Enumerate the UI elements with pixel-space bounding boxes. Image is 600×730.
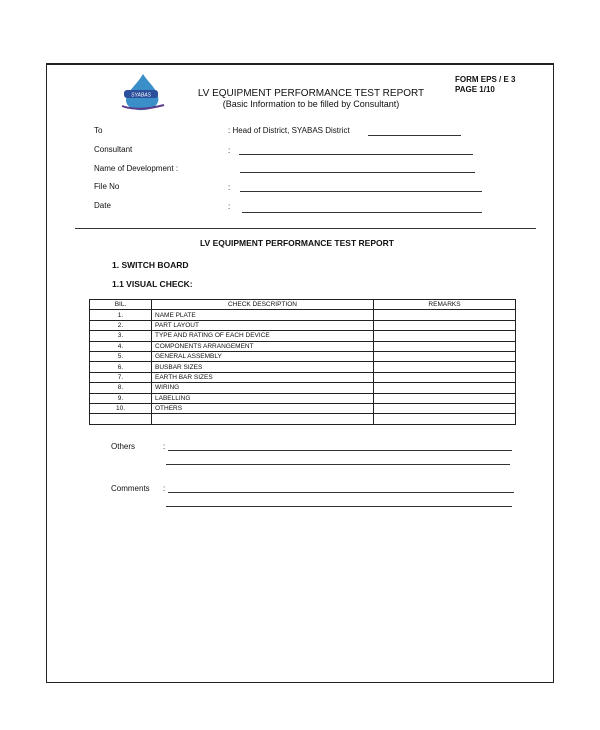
row-number: 4. [90,341,152,351]
table-row [90,331,516,341]
col-remarks: REMARKS [374,300,516,310]
others-field-line2[interactable] [166,464,510,465]
remarks-cell[interactable] [374,393,516,403]
others-label: Others [111,442,136,451]
table-row [90,403,516,413]
table-row [90,362,516,372]
comments-field-line1[interactable] [168,492,514,493]
table-row [90,383,516,393]
check-description: WIRING [152,383,374,393]
check-description: BUSBAR SIZES [152,362,374,372]
col-description: CHECK DESCRIPTION [152,300,374,310]
check-description: EARTH BAR SIZES [152,372,374,382]
check-description: NAME PLATE [152,310,374,320]
empty-cell[interactable] [90,414,152,424]
row-number: 9. [90,393,152,403]
check-description: PART LAYOUT [152,320,374,330]
row-number: 2. [90,320,152,330]
file-no-label: File No [94,182,120,191]
development-label: Name of Development : [94,164,179,173]
section-title: LV EQUIPMENT PERFORMANCE TEST REPORT [200,238,394,248]
switch-board-heading: 1. SWITCH BOARD [112,260,189,270]
svg-text:SYABAS: SYABAS [131,92,151,99]
col-bil: BIL. [90,300,152,310]
empty-cell[interactable] [374,414,516,424]
check-description: GENERAL ASSEMBLY [152,351,374,361]
comments-label: Comments [111,484,150,493]
colon: : [228,202,231,211]
form-no: FORM EPS / E 3 [455,75,516,84]
date-field[interactable] [242,212,482,213]
row-number: 8. [90,383,152,393]
table-row [90,341,516,351]
to-field[interactable] [368,135,461,136]
comments-field-line2[interactable] [166,506,512,507]
remarks-cell[interactable] [374,383,516,393]
to-value: : Head of District, SYABAS District [228,126,350,135]
form-number [455,75,515,95]
visual-check-heading: 1.1 VISUAL CHECK: [112,279,193,289]
table-row [90,372,516,382]
to-label: To [94,126,103,135]
visual-check-table [89,299,516,425]
report-subtitle: (Basic Information to be filled by Consultant) [222,99,400,109]
remarks-cell[interactable] [374,320,516,330]
row-number: 5. [90,351,152,361]
row-number: 3. [90,331,152,341]
date-label: Date [94,201,111,210]
row-number: 10. [90,403,152,413]
table-row [90,310,516,320]
empty-cell[interactable] [152,414,374,424]
remarks-cell[interactable] [374,403,516,413]
remarks-cell[interactable] [374,362,516,372]
report-title: LV EQUIPMENT PERFORMANCE TEST REPORT [197,88,425,99]
page-number: PAGE 1/10 [455,85,495,94]
consultant-label: Consultant [94,145,133,154]
others-field-line1[interactable] [168,450,512,451]
colon: : [163,442,166,451]
table-row-empty [90,414,516,424]
remarks-cell[interactable] [374,310,516,320]
development-field[interactable] [240,172,475,173]
row-number: 1. [90,310,152,320]
syabas-logo [118,72,168,112]
table-row [90,393,516,403]
file-no-field[interactable] [240,191,482,192]
table-row [90,320,516,330]
colon: : [228,183,231,192]
row-number: 6. [90,362,152,372]
check-description: OTHERS [152,403,374,413]
remarks-cell[interactable] [374,341,516,351]
remarks-cell[interactable] [374,331,516,341]
check-description: TYPE AND RATING OF EACH DEVICE [152,331,374,341]
remarks-cell[interactable] [374,351,516,361]
check-description: COMPONENTS ARRANGEMENT [152,341,374,351]
table-row [90,351,516,361]
divider [75,228,536,229]
colon: : [163,484,166,493]
consultant-field[interactable] [239,154,473,155]
row-number: 7. [90,372,152,382]
colon: : [228,146,231,155]
remarks-cell[interactable] [374,372,516,382]
check-description: LABELLING [152,393,374,403]
